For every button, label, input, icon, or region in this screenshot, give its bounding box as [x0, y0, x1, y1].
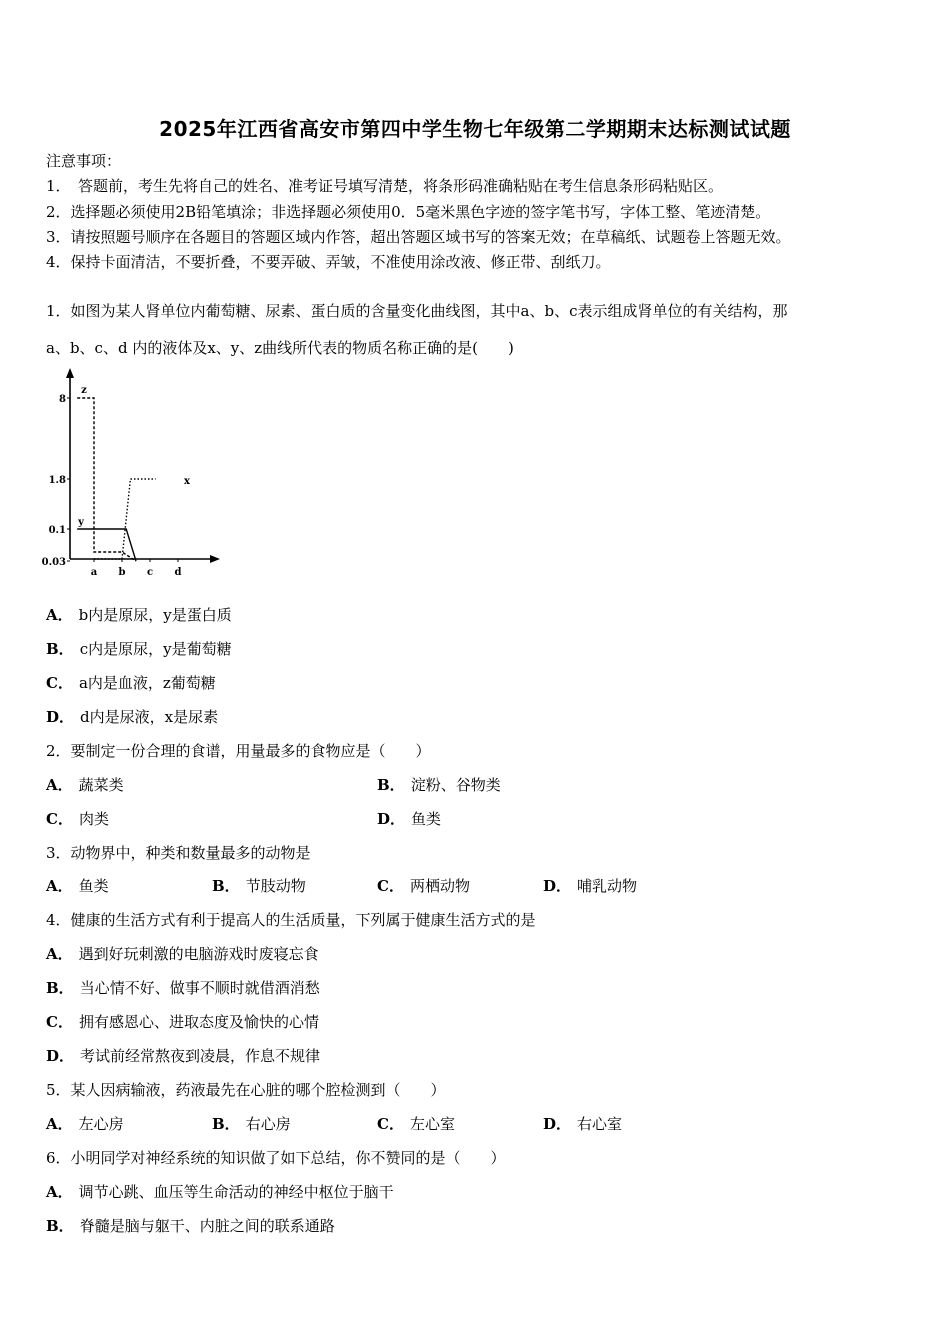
- q3-option-d[interactable]: D． 哺乳动物: [543, 877, 638, 895]
- y-tick-label: 8: [59, 394, 66, 405]
- question-1-stem-cont: a、b、c、d 内的液体及x、y、z曲线所代表的物质名称正确的是( ): [46, 339, 514, 357]
- series-label-y: y: [78, 517, 84, 528]
- y-tick-label: 1.8: [48, 475, 66, 486]
- q3-option-b[interactable]: B． 节肢动物: [212, 877, 306, 895]
- notes-heading: 注意事项：: [46, 152, 122, 170]
- series-line-z: [77, 398, 136, 561]
- q4-option-a[interactable]: A． 遇到好玩刺激的电脑游戏时废寝忘食: [46, 945, 319, 963]
- x-tick-label: d: [174, 567, 182, 578]
- series-label-x: x: [184, 476, 190, 487]
- q2-option-d[interactable]: D． 鱼类: [377, 810, 442, 828]
- y-tick-label: 0.1: [48, 525, 66, 536]
- x-tick-label: b: [118, 567, 126, 578]
- q4-option-b[interactable]: B． 当心情不好、做事不顺时就借酒消愁: [46, 979, 320, 997]
- kidney-concentration-chart: [40, 362, 230, 582]
- x-axis-arrow: [210, 555, 220, 563]
- q3-option-c[interactable]: C． 两栖动物: [377, 877, 470, 895]
- q5-option-d[interactable]: D． 右心室: [543, 1115, 623, 1133]
- q5-option-b[interactable]: B． 右心房: [212, 1115, 291, 1133]
- note-item: 4．保持卡面清洁，不要折叠，不要弄破、弄皱，不准使用涂改液、修正带、刮纸刀。: [46, 253, 611, 271]
- question-5-stem: 5．某人因病输液，药液最先在心脏的哪个腔检测到（ ）: [46, 1081, 446, 1099]
- question-4-stem: 4．健康的生活方式有利于提高人的生活质量，下列属于健康生活方式的是: [46, 911, 536, 929]
- q4-option-c[interactable]: C． 拥有感恩心、进取态度及愉快的心情: [46, 1013, 319, 1031]
- q3-option-a[interactable]: A． 鱼类: [46, 877, 109, 895]
- q6-option-b[interactable]: B． 脊髓是脑与躯干、内脏之间的联系通路: [46, 1217, 335, 1235]
- question-3-stem: 3．动物界中，种类和数量最多的动物是: [46, 844, 311, 862]
- y-axis-arrow: [66, 368, 74, 378]
- x-tick-label: a: [90, 567, 98, 578]
- q4-option-d[interactable]: D． 考试前经常熬夜到凌晨，作息不规律: [46, 1047, 321, 1065]
- series-line-y: [77, 529, 136, 561]
- series-line-x: [94, 479, 156, 559]
- question-1-stem: 1．如图为某人肾单位内葡萄糖、尿素、蛋白质的含量变化曲线图，其中a、b、c表示组成肾单位的有关结构，那: [46, 302, 788, 320]
- q1-option-b[interactable]: B． c内是原尿，y是葡萄糖: [46, 640, 232, 658]
- question-2-stem: 2．要制定一份合理的食谱，用量最多的食物应是（ ）: [46, 742, 431, 760]
- x-tick-label: c: [146, 567, 154, 578]
- note-item: 3．请按照题号顺序在各题目的答题区域内作答，超出答题区域书写的答案无效；在草稿纸、试题卷上答题无效。: [46, 228, 791, 246]
- q5-option-c[interactable]: C． 左心室: [377, 1115, 455, 1133]
- q1-option-d[interactable]: D． d内是尿液，x是尿素: [46, 708, 219, 726]
- q1-option-a[interactable]: A． b内是原尿，y是蛋白质: [46, 606, 232, 624]
- note-item: 1． 答题前，考生先将自己的姓名、准考证号填写清楚，将条形码准确粘贴在考生信息条形码粘贴区。: [46, 177, 724, 195]
- q2-option-b[interactable]: B． 淀粉、谷物类: [377, 776, 501, 794]
- q2-option-a[interactable]: A． 蔬菜类: [46, 776, 124, 794]
- note-item: 2．选择题必须使用2B铅笔填涂；非选择题必须使用0．5毫米黑色字迹的签字笔书写，字体工整、笔迹清楚。: [46, 203, 771, 221]
- q6-option-a[interactable]: A． 调节心跳、血压等生命活动的神经中枢位于脑干: [46, 1183, 394, 1201]
- y-tick-label: 0.03: [41, 557, 66, 568]
- question-6-stem: 6．小明同学对神经系统的知识做了如下总结，你不赞同的是（ ）: [46, 1149, 506, 1167]
- series-label-z: z: [81, 385, 87, 396]
- q5-option-a[interactable]: A． 左心房: [46, 1115, 124, 1133]
- q1-option-c[interactable]: C． a内是血液，z葡萄糖: [46, 674, 216, 692]
- q2-option-c[interactable]: C． 肉类: [46, 810, 109, 828]
- page-title: 2025年江西省高安市第四中学生物七年级第二学期期末达标测试试题: [159, 117, 791, 141]
